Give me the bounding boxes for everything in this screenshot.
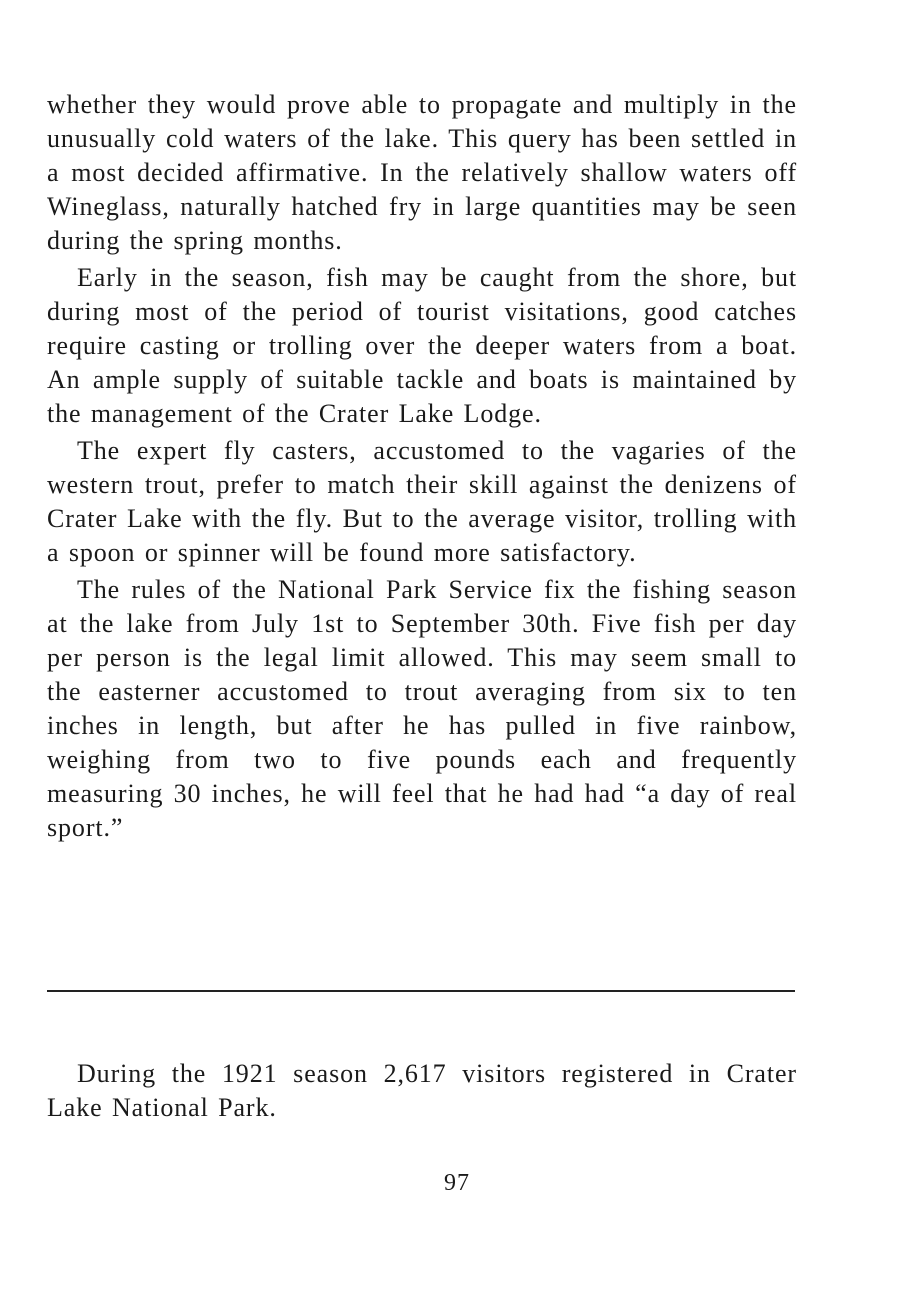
page-number: 97: [444, 1170, 470, 1196]
paragraph-visitor-count: During the 1921 season 2,617 visitors registered in Crater Lake National Park.: [47, 1059, 797, 1122]
main-text: [47, 88, 797, 845]
paragraph-early-season: Early in the season, fish may be caught from the shore, but during most of the period of tourist visitations, good catches require casting or trolling over the deeper waters from a boat. An ample supply of suitable tackle and boats is maintained by the management of the Crater Lake Lodge.: [47, 263, 797, 428]
paragraph-fly-casters: The expert fly casters, accustomed to the vagaries of the western trout, prefer to match their skill against the denizens of Crater Lake with the fly. But to the average visitor, trolling with a spoon or spinner will be found more satisfactory.: [47, 436, 797, 567]
paragraph-fishing-rules: The rules of the National Park Service fix the fishing season at the lake from July 1st to September 30th. Five fish per day per person is the legal limit allowed. This may seem small to the easterner accustomed to trout averaging from six to ten inches in length, but after he has pulled in five rainbow, weighing from two to five pounds each and frequently measuring 30 inches, he will feel that he had had “a day of real sport.”: [47, 575, 797, 842]
visitor-note: [47, 1057, 797, 1125]
section-divider: [47, 990, 795, 992]
paragraph-propagation: whether they would prove able to propagate and multiply in the unusually cold waters of the lake. This query has been settled in a most decided affirmative. In the relatively shallow waters off Wineglass, naturally hatched fry in large quantities may be seen during the spring months.: [47, 90, 797, 255]
